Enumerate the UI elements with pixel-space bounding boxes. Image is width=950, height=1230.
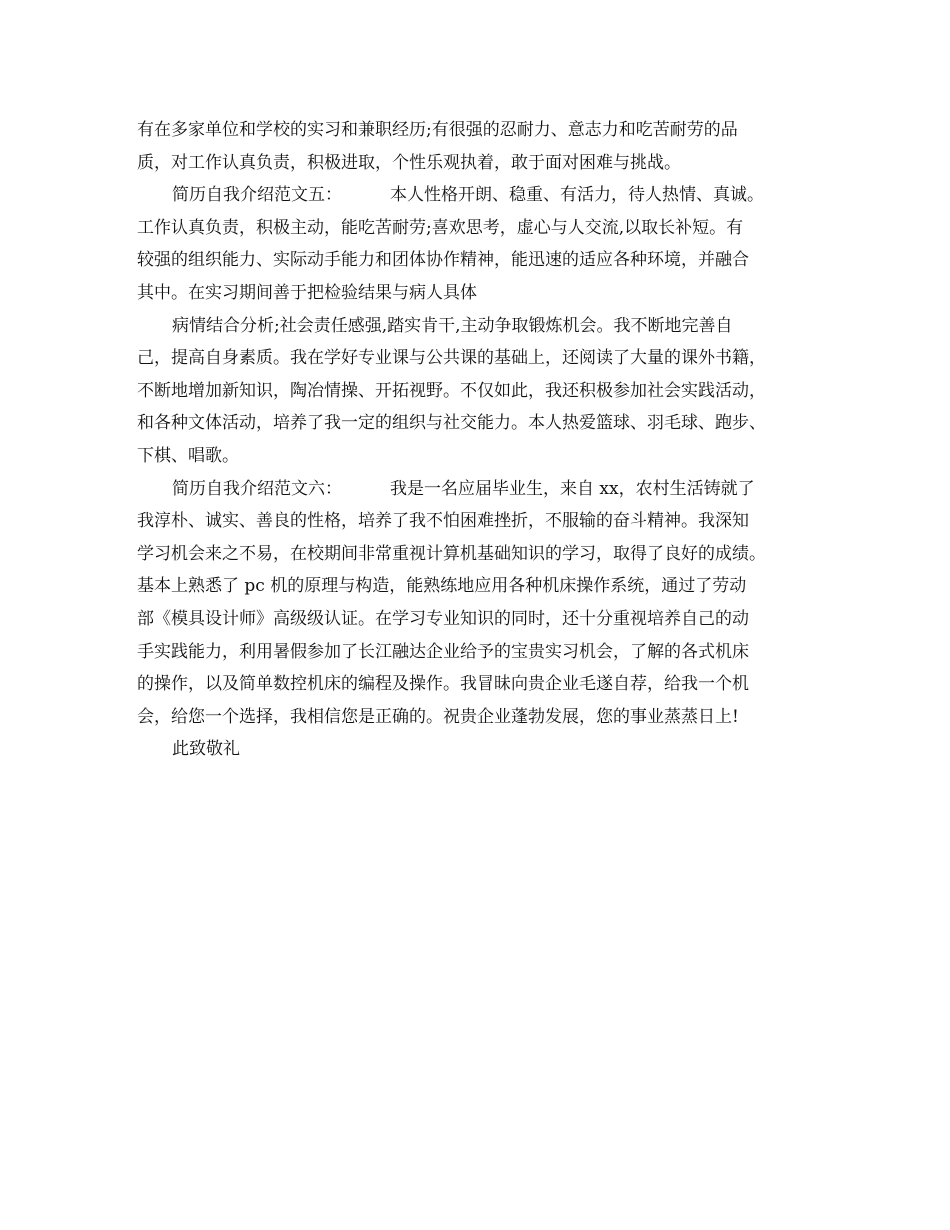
text-line: 其中。在实习期间善于把检验结果与病人具体 [137, 282, 477, 303]
text-line: 和各种文体活动，培养了我一定的组织与社交能力。本人热爱篮球、羽毛球、跑步、 [137, 413, 766, 434]
text-line: 较强的组织能力、实际动手能力和团体协作精神，能迅速的适应各种环境，并融合 [137, 250, 749, 271]
text-line: 病情结合分析;社会责任感强,踏实肯干,主动争取锻炼机会。我不断地完善自 [172, 315, 733, 336]
text-line: 不断地增加新知识，陶冶情操、开拓视野。不仅如此，我还积极参加社会实践活动， [137, 380, 766, 401]
text-line: 己，提高自身素质。我在学好专业课与公共课的基础上，还阅读了大量的课外书籍， [137, 348, 766, 369]
text-line: 学习机会来之不易，在校期间非常重视计算机基础知识的学习，取得了良好的成绩。 [137, 543, 766, 564]
text-line: 工作认真负责，积极主动，能吃苦耐劳;喜欢思考，虚心与人交流,以取长补短。有 [137, 217, 744, 238]
document-body [137, 114, 827, 766]
text-line: 基本上熟悉了 pc 机的原理与构造，能熟练地应用各种机床操作系统，通过了劳动 [137, 576, 747, 597]
section-6-first-line [137, 473, 827, 506]
text-line: 手实践能力，利用暑假参加了长江融达企业给予的宝贵实习机会，了解的各式机床 [137, 641, 749, 662]
section-5-first-line [137, 179, 827, 212]
text-line: 质，对工作认真负责，积极进取，个性乐观执着，敢于面对困难与挑战。 [137, 152, 681, 173]
section-6-text: 我是一名应届毕业生，来自 xx，农村生活铸就了 [390, 478, 755, 499]
text-line: 有在多家单位和学校的实习和兼职经历;有很强的忍耐力、意志力和吃苦耐劳的品 [137, 120, 738, 140]
text-line: 下棋、唱歌。 [137, 445, 239, 466]
text-line: 的操作，以及简单数控机床的编程及操作。我冒昧向贵企业毛遂自荐，给我一个机 [137, 674, 749, 695]
text-line: 会，给您一个选择，我相信您是正确的。祝贵企业蓬勃发展，您的事业蒸蒸日上! [137, 706, 739, 727]
text-line: 部《模具设计师》高级级认证。在学习专业知识的同时，还十分重视培养自己的动 [137, 608, 749, 629]
section-5-heading: 简历自我介绍范文五： [172, 185, 342, 206]
section-6-heading: 简历自我介绍范文六： [172, 478, 342, 499]
text-line: 我淳朴、诚实、善良的性格，培养了我不怕困难挫折，不服输的奋斗精神。我深知 [137, 511, 749, 532]
section-5-text: 本人性格开朗、稳重、有活力，待人热情、真诚。 [390, 185, 764, 206]
closing-salutation: 此致敬礼 [172, 739, 240, 760]
